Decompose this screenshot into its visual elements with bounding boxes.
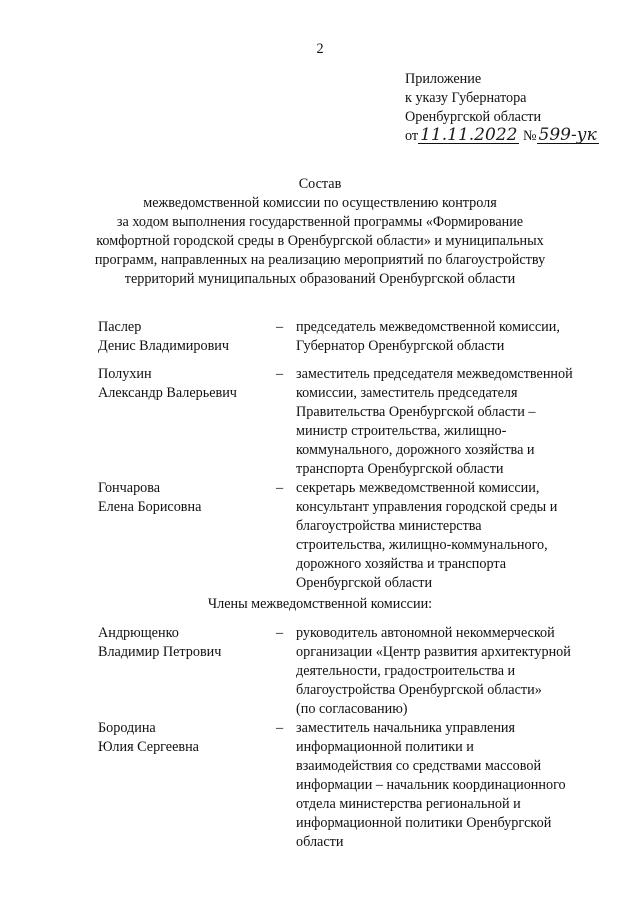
person-role: [296, 479, 596, 593]
surname: Андрющенко: [98, 625, 179, 641]
person-role: [296, 365, 596, 479]
role-line: руководитель автономной некоммерческой: [296, 625, 555, 641]
surname: Полухин: [98, 366, 152, 382]
given-names: Денис Владимирович: [98, 338, 230, 354]
person-role: [296, 719, 596, 852]
number-prefix: №: [523, 128, 537, 144]
role-line: транспорта Оренбургской области: [296, 461, 504, 477]
role-line: информационной политики и: [296, 739, 474, 755]
roster-entry-member: [98, 624, 598, 719]
given-names: Елена Борисовна: [98, 499, 202, 515]
person-name: [98, 365, 276, 403]
given-names: Юлия Сергеевна: [98, 739, 199, 755]
role-line: консультант управления городской среды и: [296, 499, 558, 515]
roster-entry-deputy: [98, 365, 598, 479]
dash: –: [276, 720, 284, 736]
appendix-block: [405, 70, 630, 146]
roster-entry-member: [98, 719, 598, 852]
role-line: информационной политики Оренбургской: [296, 815, 552, 831]
person-name: [98, 719, 276, 757]
document-title: [60, 175, 580, 289]
person-role: [296, 318, 596, 356]
person-name: [98, 318, 276, 356]
role-line: взаимодействия со средствами массовой: [296, 758, 542, 774]
role-line: области: [296, 834, 344, 850]
appendix-line: Приложение: [405, 71, 482, 87]
dash: –: [276, 625, 284, 641]
page-number: 2: [316, 41, 324, 57]
title-line: программ, направленных на реализацию мероприятий по благоустройству: [94, 252, 546, 268]
role-line: Губернатор Оренбургской области: [296, 338, 505, 354]
role-line: комиссии, заместитель председателя: [296, 385, 518, 401]
title-line: за ходом выполнения государственной программы «Формирование: [116, 214, 524, 230]
members-heading: Члены межведомственной комиссии:: [207, 596, 433, 612]
role-line: (по согласованию): [296, 701, 408, 717]
roster-entry-secretary: [98, 479, 598, 593]
role-line: председатель межведомственной комиссии,: [296, 319, 560, 335]
given-names: Александр Валерьевич: [98, 385, 237, 401]
role-line: организации «Центр развития архитектурной: [296, 644, 571, 660]
role-line: благоустройства министерства: [296, 518, 482, 534]
role-line: министр строительства, жилищно-: [296, 423, 507, 439]
title-line: межведомственной комиссии по осуществлению контроля: [143, 195, 497, 211]
person-role: [296, 624, 596, 719]
role-line: строительства, жилищно-коммунального,: [296, 537, 548, 553]
role-line: деятельности, градостроительства и: [296, 663, 516, 679]
role-line: информации – начальник координационного: [296, 777, 566, 793]
dash: –: [276, 480, 284, 496]
role-line: заместитель председателя межведомственной: [296, 366, 573, 382]
surname: Бородина: [98, 720, 156, 736]
surname: Гончарова: [98, 480, 161, 496]
from-prefix: от: [405, 128, 419, 144]
roster-entry-chairman: [98, 318, 598, 356]
person-name: [98, 624, 276, 662]
appendix-line: к указу Губернатора: [405, 90, 527, 106]
title-line: комфортной городской среды в Оренбургской области» и муниципальных: [96, 233, 544, 249]
role-line: секретарь межведомственной комиссии,: [296, 480, 540, 496]
appendix-line: Оренбургской области: [405, 109, 542, 125]
role-line: благоустройства Оренбургской области»: [296, 682, 542, 698]
dash: –: [276, 366, 284, 382]
person-name: [98, 479, 276, 517]
role-line: дорожного хозяйства и транспорта: [296, 556, 507, 572]
given-names: Владимир Петрович: [98, 644, 222, 660]
title-word: Состав: [298, 176, 342, 192]
surname: Паслер: [98, 319, 142, 335]
dash: –: [276, 319, 284, 335]
role-line: заместитель начальника управления: [296, 720, 516, 736]
role-line: Правительства Оренбургской области –: [296, 404, 536, 420]
decree-reference: [405, 127, 630, 146]
role-line: коммунального, дорожного хозяйства и: [296, 442, 535, 458]
title-line: территорий муниципальных образований Оренбургской области: [124, 271, 516, 287]
handwritten-number: 599-ук: [538, 125, 597, 145]
role-line: отдела министерства региональной и: [296, 796, 521, 812]
handwritten-date: 11.11.2022: [420, 125, 518, 145]
role-line: Оренбургской области: [296, 575, 433, 591]
